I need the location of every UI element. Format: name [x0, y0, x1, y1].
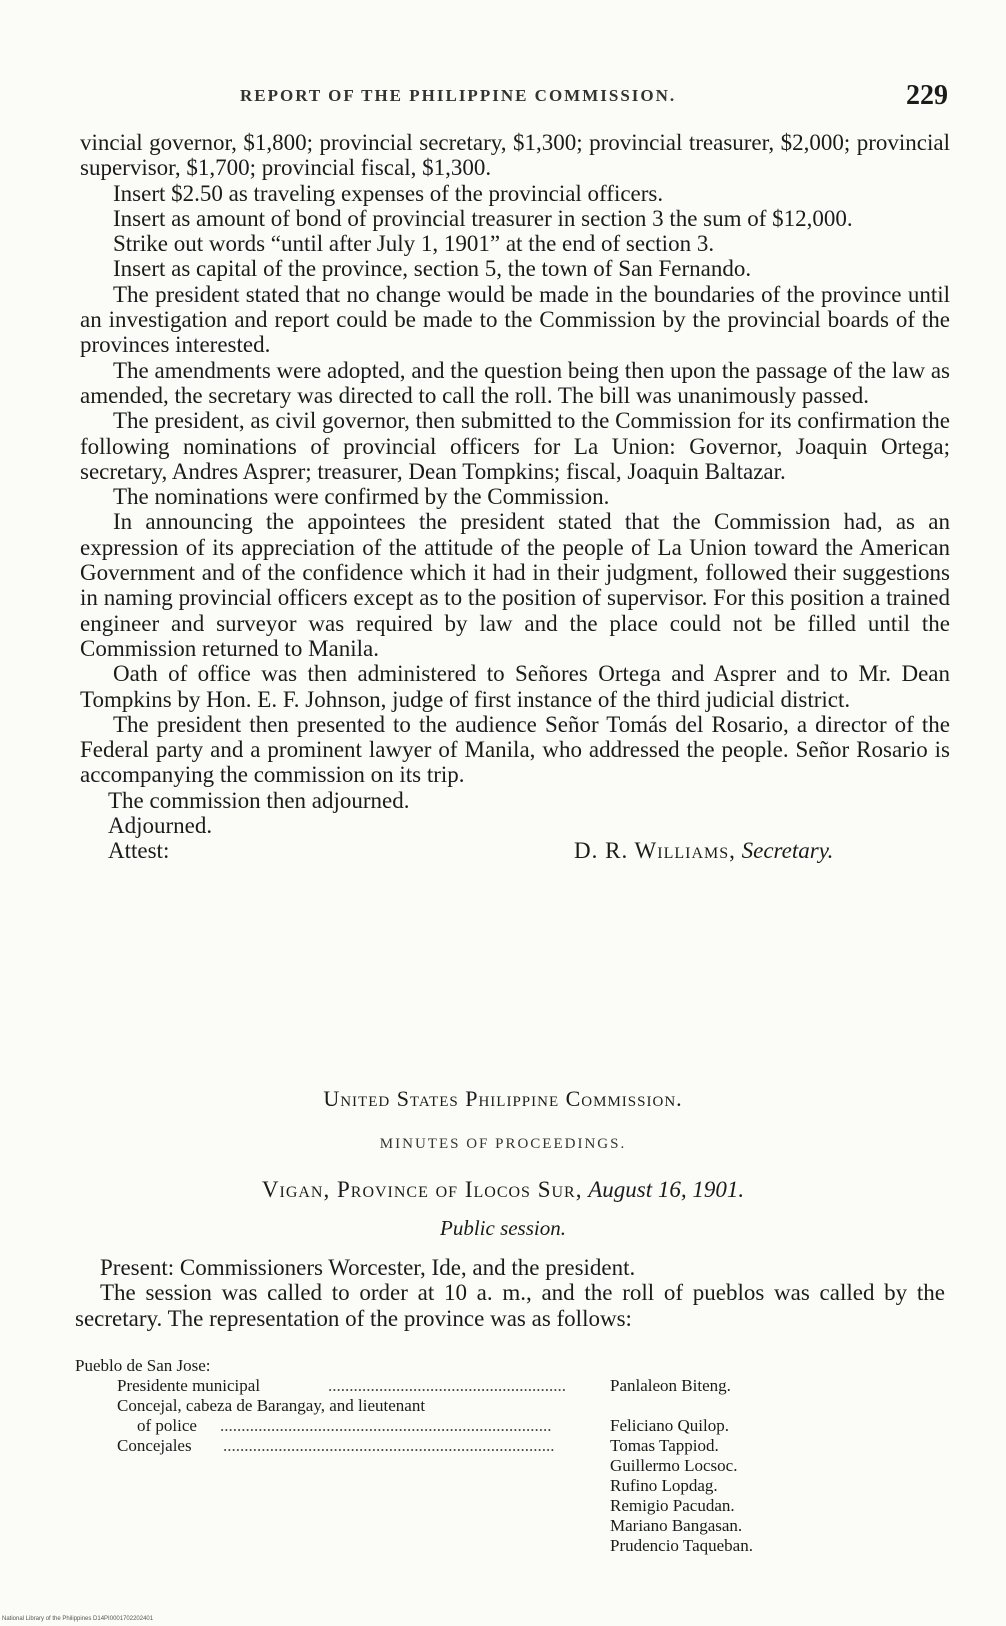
paragraph: The amendments were adopted, and the question being then upon the passage of the law as amended, the secretary was directed to call the roll. The bill was unanimously passed. — [80, 357, 950, 408]
roster-role: Presidente municipal — [117, 1376, 261, 1395]
session-label: Public session. — [440, 1216, 566, 1240]
paragraph: Insert $2.50 as traveling expenses of the provincial officers. — [113, 180, 664, 206]
paragraph: vincial governor, $1,800; provincial secretary, $1,300; provincial treasurer, $2,000; provincial supervisor, $1,700; provincial fiscal, $1,300. — [80, 130, 950, 181]
section-heading: United States Philippine Commission. — [323, 1086, 683, 1111]
signer-title: Secretary. — [741, 838, 834, 864]
body-text — [80, 130, 950, 864]
roster — [75, 1356, 935, 1556]
section-subheading: MINUTES OF PROCEEDINGS. — [379, 1136, 627, 1152]
paragraph: Insert as amount of bond of provincial treasurer in section 3 the sum of $12,000. — [113, 205, 853, 231]
attest-label: Attest: — [108, 838, 170, 864]
call-to-order-paragraph: The session was called to order at 10 a. m., and the roll of pueblos was called by the secretary. The representation of the province was as follows: — [75, 1280, 945, 1331]
paragraph: In announcing the appointees the president stated that the Commission had, as an expression of its appreciation of the attitude of the people of La Union toward the American Government and of the confidence which it had in their judgment, followed their suggestions in naming provincial officers except as to the position of supervisor. For this position a trained engineer and surveyor was required by law and the place could not be filled until the Commission returned to Manila. — [80, 509, 950, 661]
page-number: 229 — [906, 80, 948, 111]
pueblo-label: Pueblo de San Jose: — [75, 1356, 211, 1375]
date-label: August 16, 1901. — [588, 1177, 745, 1202]
signer-name: D. R. Williams, — [574, 838, 736, 864]
present-paragraph: Present: Commissioners Worcester, Ide, and the president. — [100, 1255, 636, 1280]
roster-row — [75, 1376, 935, 1396]
paragraph: Oath of office was then administered to Señores Ortega and Asprer and to Mr. Dean Tompkins by Hon. E. F. Johnson, judge of first instance of the third judicial district. — [80, 661, 950, 712]
roster-name: Prudencio Taqueban. — [610, 1536, 753, 1555]
leader-dots: ........................................................ — [328, 1376, 566, 1395]
paragraph: The president stated that no change would be made in the boundaries of the province until an investigation and report could be made to the Commission by the provincial boards of the provinces interested. — [80, 281, 950, 358]
leader-dots: .............................................................................. — [220, 1416, 552, 1435]
roster-row — [75, 1476, 935, 1496]
roster-role: Concejal, cabeza de Barangay, and lieutenant — [117, 1396, 426, 1415]
scan-footer: National Library of the Philippines D14PI0001702202401 — [2, 1616, 154, 1622]
roster-row — [75, 1436, 935, 1456]
leader-dots: .............................................................................. — [223, 1436, 555, 1455]
roster-name: Mariano Bangasan. — [610, 1516, 743, 1535]
attest-line — [80, 838, 950, 864]
adjourn-line: The commission then adjourned. — [108, 787, 410, 813]
closing-block — [80, 788, 950, 865]
roster-row — [75, 1456, 935, 1476]
paragraph: The president then presented to the audience Señor Tomás del Rosario, a director of the Federal party and a prominent lawyer of Manila, who addressed the people. Señor Rosario is accompanying the commission on its trip. — [80, 711, 950, 788]
roster-name: Panlaleon Biteng. — [610, 1376, 731, 1395]
signature-block — [574, 838, 833, 863]
paragraph: The president, as civil governor, then submitted to the Commission for its confirmation the following nominations of provincial officers for La Union: Governor, Joaquin Ortega; secretary, Andres Asprer; treasurer, Dean Tompkins; fiscal, Joaquin Baltazar. — [80, 408, 950, 484]
roster-name: Tomas Tappiod. — [610, 1436, 719, 1455]
paragraph: Strike out words “until after July 1, 1901” at the end of section 3. — [113, 231, 715, 257]
roster-name: Feliciano Quilop. — [610, 1416, 729, 1435]
paragraph: The nominations were confirmed by the Commission. — [113, 484, 610, 510]
roster-name: Remigio Pacudan. — [610, 1496, 735, 1515]
body-text-2 — [75, 1255, 945, 1331]
roster-role: Concejales — [117, 1436, 192, 1455]
roster-row — [75, 1496, 935, 1516]
roster-name: Guillermo Locsoc. — [610, 1456, 738, 1475]
roster-row — [75, 1396, 935, 1416]
paragraph: Insert as capital of the province, section 5, the town of San Fernando. — [113, 256, 752, 282]
roster-name: Rufino Lopdag. — [610, 1476, 718, 1495]
place-label: Vigan, Province of Ilocos Sur, — [261, 1177, 583, 1202]
roster-row — [75, 1416, 935, 1436]
roster-row — [75, 1536, 935, 1556]
roster-role: of police — [137, 1416, 197, 1435]
adjourn-line: Adjourned. — [108, 813, 213, 839]
roster-row — [75, 1516, 935, 1536]
place-date-line — [0, 1177, 1006, 1203]
running-head: REPORT OF THE PHILIPPINE COMMISSION. — [240, 86, 677, 105]
